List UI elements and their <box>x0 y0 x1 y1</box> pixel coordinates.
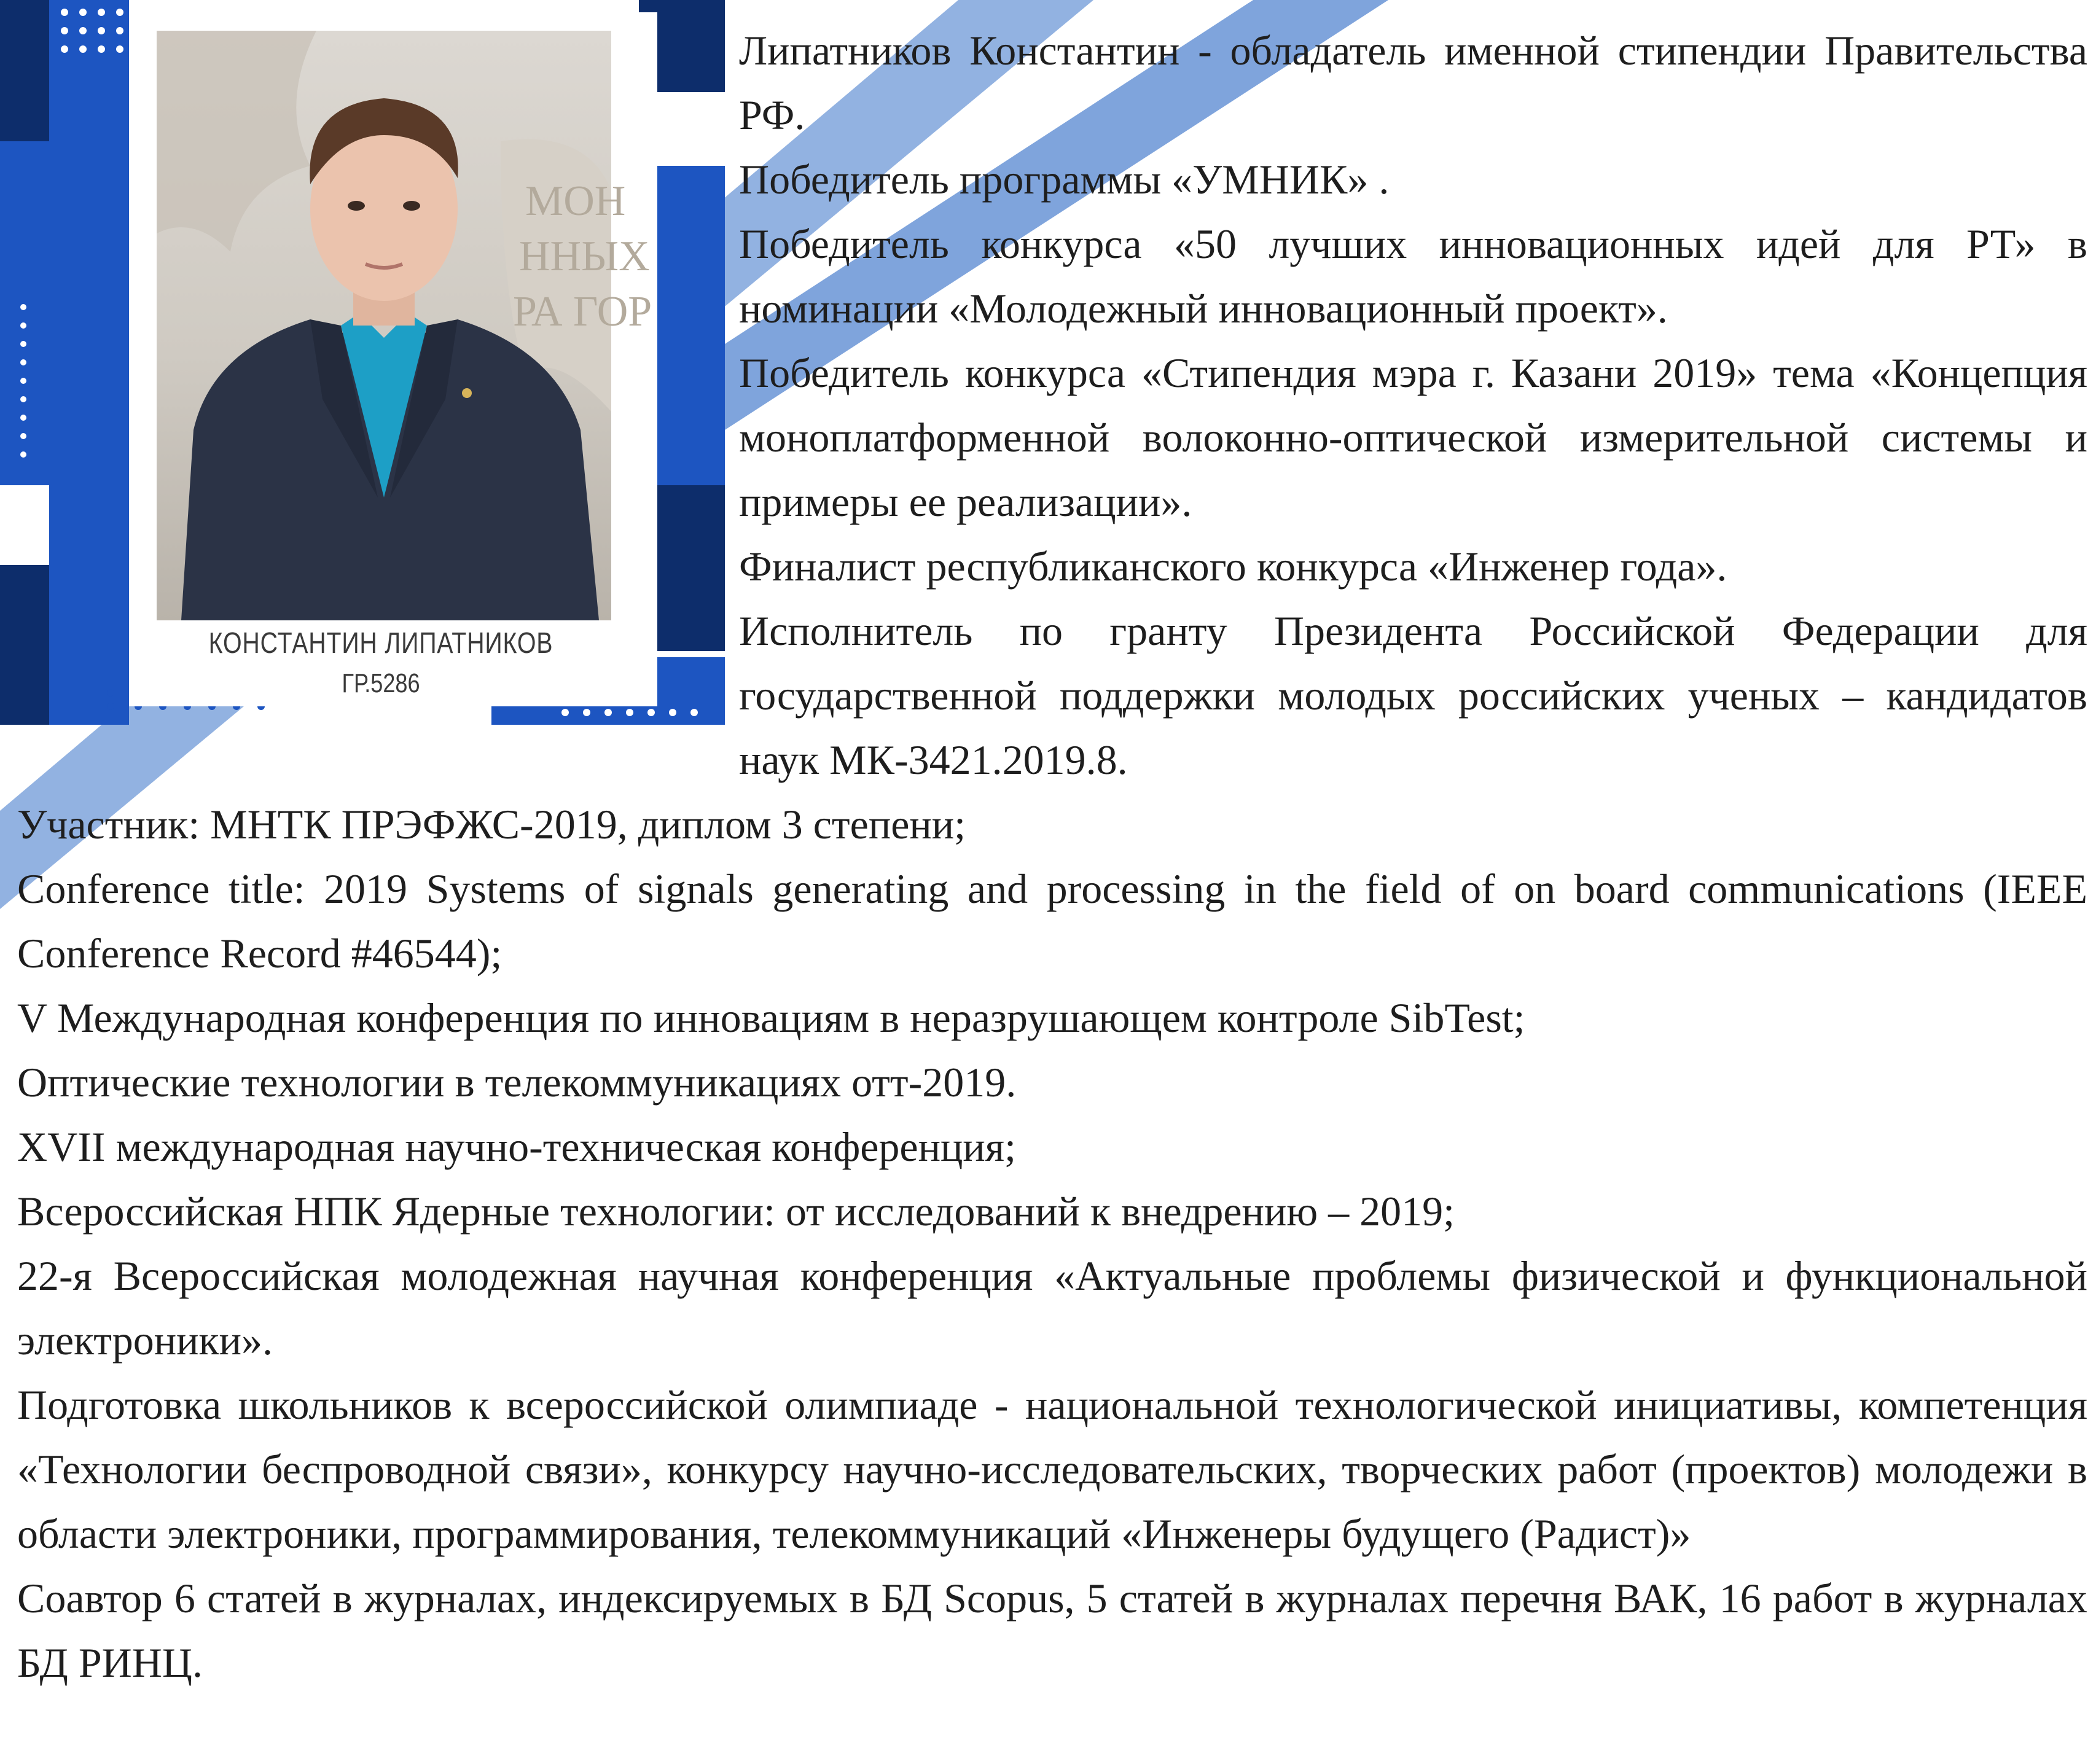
paragraph-nuclear-tech: Всероссийская НПК Ядерные технологии: от исследований к внедрению – 2019; <box>17 1188 1455 1235</box>
paragraph-publications: Соавтор 6 статей в журналах, индексируемых в БД Scopus, 5 статей в журналах перечня ВАК, 16 работ в журналах БД РИНЦ. <box>17 1575 2087 1686</box>
photo-spacer <box>17 18 739 731</box>
paragraph-ott: Оптические технологии в телекоммуникациях отт-2019. <box>17 1059 1017 1106</box>
biography-text <box>17 18 2087 1695</box>
paragraph-xvii-conference: XVII международная научно-техническая конференция; <box>17 1123 1016 1170</box>
paragraph-youth-conference: 22-я Всероссийская молодежная научная конференция «Актуальные проблемы физической и функциональной электроники». <box>17 1252 2087 1364</box>
paragraph-olympiad-training: Подготовка школьников к всероссийской олимпиаде - национальной технологической инициативы, компетенция «Технологии беспроводной связи», конкурсу научно-исследовательских, творческих работ (проектов) молодежи в области электроники, программирования, телекоммуникаций «Инженеры будущего (Радист)» <box>17 1381 2087 1557</box>
paragraph-scholarship: Липатников Константин - обладатель именной стипендии Правительства РФ. <box>739 27 2087 138</box>
caption-name: КОНСТАНТИН ЛИПАТНИКОВ <box>208 627 553 660</box>
paragraph-sibtest: V Международная конференция по инновациям в неразрушающем контроле SibTest; <box>17 994 1525 1041</box>
svg-text:ННЫХ: ННЫХ <box>519 233 650 280</box>
paragraph-ieee-conference: Conference title: 2019 Systems of signals generating and processing in the field of on board communications (IEEE Conference Record #46544); <box>17 865 2087 977</box>
paragraph-mntk: Участник: МНТК ПРЭФЖС-2019, диплом 3 степени; <box>17 801 966 848</box>
paragraph-engineer-of-year: Финалист республиканского конкурса «Инженер года». <box>739 543 1727 590</box>
svg-text:МОН: МОН <box>525 178 626 225</box>
svg-text:РА ГОР: РА ГОР <box>513 288 652 335</box>
paragraph-umnik: Победитель программы «УМНИК» . <box>739 156 1390 203</box>
paragraph-50-ideas: Победитель конкурса «50 лучших инновационных идей для РТ» в номинации «Молодежный инновационный проект». <box>739 221 2087 332</box>
paragraph-mayor-scholarship: Победитель конкурса «Стипендия мэра г. Казани 2019» тема «Концепция моноплатформенной волоконно-оптической измерительной системы и примеры ее реализации». <box>739 349 2087 525</box>
caption-group: ГР.5286 <box>342 668 420 698</box>
paragraph-president-grant: Исполнитель по гранту Президента Российской Федерации для государственной поддержки молодых российских ученых – кандидатов наук МК-3421.2019.8. <box>739 607 2087 783</box>
